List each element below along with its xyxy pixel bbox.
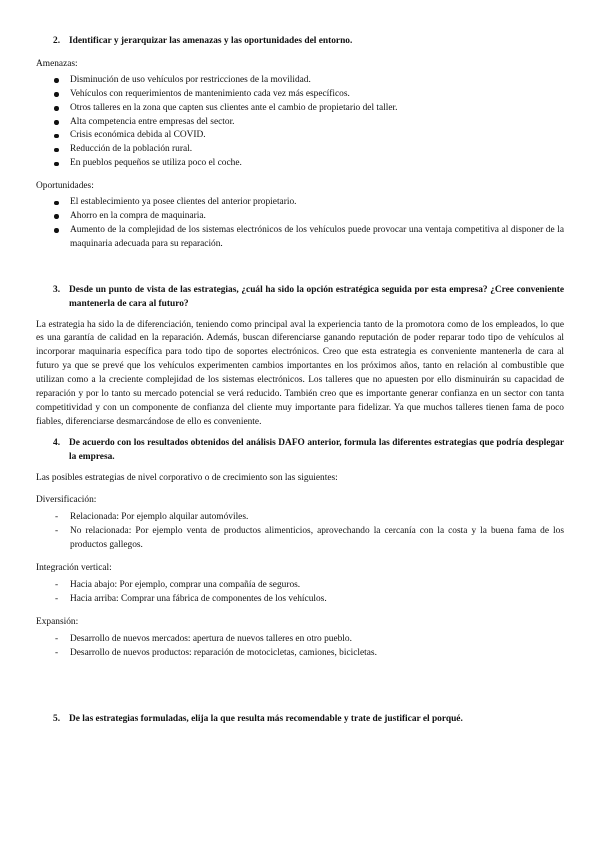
vertical-integration-label: Integración vertical: xyxy=(36,563,112,574)
list-item: - Relacionada: Por ejemplo alquilar automóviles. xyxy=(36,511,564,525)
list-item: - No relacionada: Por ejemplo venta de productos alimenticios, aprovechando la cercanía con la costa y la buena fama de los productos gallegos. xyxy=(36,525,564,553)
expansion-label: Expansión: xyxy=(36,616,79,627)
list-item: - Hacia arriba: Comprar una fábrica de componentes de los vehículos. xyxy=(36,593,564,607)
vertical-integration-list xyxy=(36,579,564,607)
list-item: Alta competencia entre empresas del sector. xyxy=(36,116,564,130)
section-title: De acuerdo con los resultados obtenidos del análisis DAFO anterior, formula las diferentes estrategias que podría desplegar la empresa. xyxy=(69,437,564,462)
section-2-heading xyxy=(36,35,564,49)
section-title: Desde un punto de vista de las estrategias, ¿cuál ha sido la opción estratégica seguida por esta empresa? ¿Cree conveniente mantenerla de cara al futuro? xyxy=(69,284,564,309)
section-3-heading xyxy=(36,284,564,312)
section-number: 2. xyxy=(53,36,61,46)
list-item: - Desarrollo de nuevos productos: reparación de motocicletas, camiones, bicicletas. xyxy=(36,647,564,661)
section-number: 4. xyxy=(53,437,61,448)
list-item: Otros talleres en la zona que capten sus clientes ante el cambio de propietario del taller. xyxy=(36,102,564,116)
section-4-heading xyxy=(36,437,564,465)
list-item: Disminución de uso vehículos por restricciones de la movilidad. xyxy=(36,74,564,88)
strategies-intro: Las posibles estrategias de nivel corporativo o de crecimiento son las siguientes: xyxy=(36,472,338,483)
diversification-label: Diversificación: xyxy=(36,495,97,506)
section-5-heading xyxy=(36,713,564,727)
document-page xyxy=(36,35,564,726)
opportunities-list xyxy=(36,196,564,252)
opportunities-label: Oportunidades: xyxy=(36,181,94,192)
list-item: Vehículos con requerimientos de mantenimiento cada vez más específicos. xyxy=(36,88,564,102)
threats-list xyxy=(36,74,564,171)
list-item: - Hacia abajo: Por ejemplo, comprar una compañía de seguros. xyxy=(36,579,564,593)
section-title: Identificar y jerarquizar las amenazas y las oportunidades del entorno. xyxy=(69,36,353,46)
threats-label: Amenazas: xyxy=(36,58,78,69)
list-item: Reducción de la población rural. xyxy=(36,143,564,157)
section-title: De las estrategias formuladas, elija la que resulta más recomendable y trate de justificar el porqué. xyxy=(69,713,463,724)
list-item: El establecimiento ya posee clientes del anterior propietario. xyxy=(36,196,564,210)
section-number: 5. xyxy=(53,713,61,724)
section-number: 3. xyxy=(53,284,61,295)
list-item: Aumento de la complejidad de los sistemas electrónicos de los vehículos puede provocar una ventaja competitiva al disponer de la maquinaria adecuada para su reparación. xyxy=(36,224,564,252)
section-3-paragraph: La estrategia ha sido la de diferenciación, teniendo como principal aval la experiencia tanto de la promotora como de los empleados, lo que es una garantía de calidad en la reparación. Además, buscan diferenciarse ganando reputación de poder reparar todo tipo de vehículos al incorporar maquinaria específica para todo tipo de soportes electrónicos. Creo que esta estrategia es conveniente mantenerla de cara al futuro ya que se prevé que los vehículos experimenten cambios importantes en los próximos años, tanto en relación al combustible que utilizan como a la creciente complejidad de los sistemas electrónicos. Los talleres que no apuesten por ello disminuirán su capacidad de reparación y por lo tanto su mercado potencial se verá reducido. También creo que es importante generar confianza en un sector con tanta competitividad y con un componente de confianza del cliente muy importante para fidelizar. Ya que muchos talleres tienen fama de poco fiables, diferenciarse desmarcándose de ello es conveniente. xyxy=(36,319,564,427)
diversification-list xyxy=(36,511,564,553)
list-item: Crisis económica debida al COVID. xyxy=(36,129,564,143)
list-item: En pueblos pequeños se utiliza poco el coche. xyxy=(36,157,564,171)
list-item: Ahorro en la compra de maquinaria. xyxy=(36,210,564,224)
list-item: - Desarrollo de nuevos mercados: apertura de nuevos talleres en otro pueblo. xyxy=(36,633,564,647)
expansion-list xyxy=(36,633,564,661)
